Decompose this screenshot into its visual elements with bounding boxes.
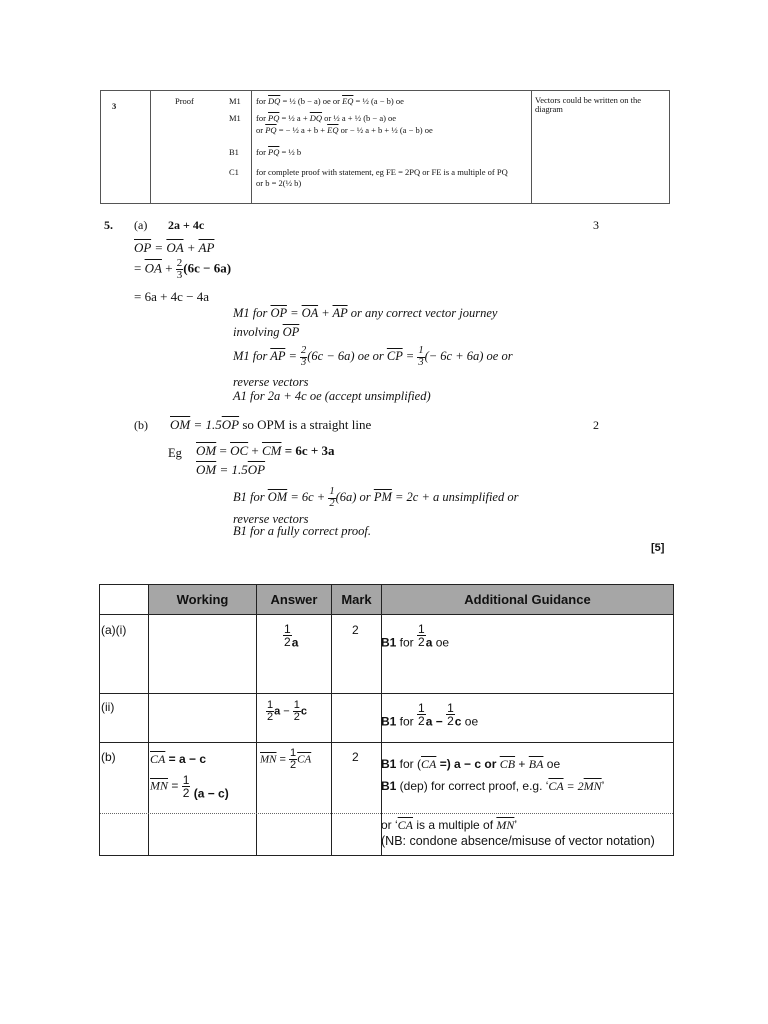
row-divider <box>100 693 673 694</box>
part-a-working-3: = 6a + 4c − 4a <box>134 289 210 304</box>
part-b-b1-criterion-1: B1 for $\overline{OM} = 6c$ + $\frac{1}{2}$ (6a) or $\overline{PM} = 2c + a$ unsimplified or <box>233 486 519 509</box>
header-answer: Answer <box>257 585 331 614</box>
part-b-working-2: $\overline{OM} = 1.5\overline{OP}$ <box>196 462 266 477</box>
guidance-a-i: B1 for $\frac{1}{2}$ a oe <box>381 622 450 650</box>
col-divider <box>331 585 332 855</box>
part-a-answer: 2a + 4c <box>168 218 205 232</box>
col-divider <box>150 91 151 203</box>
part-a-reverse-vectors: reverse vectors <box>233 375 309 389</box>
header-guidance: Additional Guidance <box>382 585 673 614</box>
b1-criterion: for $\overline{PQ}$ = ½ b <box>256 147 302 157</box>
part-b-marks: 2 <box>593 418 599 432</box>
row-label-a-i: (a)(i) <box>101 623 127 637</box>
answer-b: $\overline{MN}$ = $\frac{1}{2}$ $\overline{CA}$ <box>260 747 312 771</box>
working-b-2: $\overline{MN}$ = $\frac{1}{2}$ (a − c) <box>150 773 229 801</box>
m1-criterion-1: for $\overline{DQ}$ = ½ (b − a) oe or $\overline{EQ}$ = ½ (a − b) oe <box>256 96 404 106</box>
part-a-label: (a) <box>134 218 148 232</box>
mark-code: M1 <box>229 96 241 106</box>
c1-criterion-line1: for complete proof with statement, eg FE = 2PQ or FE is a multiple of PQ <box>256 167 508 177</box>
m1-criterion-2: for $\overline{PQ}$ = ½ $a + \overline{DQ}$ or ½ a + ½ (b − a) oe <box>256 113 397 123</box>
part-a-m1-criterion-1: M1 for $\overline{OP} = \overline{OA} + \overline{AP}$ or any correct vector journey <box>233 306 498 320</box>
part-b-label: (b) <box>134 418 148 432</box>
mark-b: 2 <box>352 750 359 764</box>
mark-code: B1 <box>229 147 239 157</box>
row-divider <box>100 813 673 814</box>
part-b-working-1: $\overline{OM} = \overline{OC} + \overline{CM} = 6c + 3a$ <box>196 443 335 458</box>
part-b-b1-criterion-2: B1 for a fully correct proof. <box>233 524 371 538</box>
part-a-m1-criterion-2: M1 for $\overline{AP}$ = $\frac{2}{3}$ (6c − 6a) oe or $\overline{CP}$ = $\frac{1}{3}$ (− 6c + 6a) oe or <box>233 345 513 368</box>
col-divider <box>251 91 252 203</box>
row-label-ii: (ii) <box>101 700 115 714</box>
answer-a-i: $\frac{1}{2}$ a <box>284 622 299 650</box>
col-divider <box>148 585 149 855</box>
part-a-m1-criterion-1b: involving $\overline{OP}$ <box>233 325 300 339</box>
question-5-number: 5. <box>104 218 113 232</box>
row-divider <box>100 614 673 615</box>
header-working: Working <box>149 585 256 614</box>
part-b-reverse-vectors: reverse vectors <box>233 512 309 526</box>
guidance-ii: B1 for $\frac{1}{2}$ a − $\frac{1}{2}$ c oe <box>381 701 479 729</box>
answer-ii: $\frac{1}{2}$ a − $\frac{1}{2}$ c <box>267 699 308 723</box>
total-marks: [5] <box>651 542 665 554</box>
section-label: Proof <box>175 96 194 106</box>
guidance-b-1: B1 for ($\overline{CA}$ =) a − c or $\overline{CB} + \overline{BA}$ oe <box>381 757 561 771</box>
part-a-marks: 3 <box>593 218 599 232</box>
example-label: Eg <box>168 446 182 460</box>
header-mark: Mark <box>332 585 381 614</box>
m1-criterion-3: or $\overline{PQ}$ = − ½ $a + b + \overline{EQ}$ or − ½ a + b + ½ (a − b) oe <box>256 125 433 135</box>
part-a-a1-criterion: A1 for 2a + 4c oe (accept unsimplified) <box>233 389 431 403</box>
row-divider <box>100 742 673 743</box>
guidance-note: Vectors could be written on the diagram <box>535 95 641 114</box>
part-b-statement: $\overline{OM} = 1.5\overline{OP}$ so OPM is a straight line <box>170 417 372 432</box>
col-divider <box>531 91 532 203</box>
row-label-b: (b) <box>101 750 116 764</box>
guidance-b-2: B1 (dep) for correct proof, e.g. ‘$\overline{CA} = 2\overline{MN}$’ <box>381 779 605 793</box>
mark-a-i: 2 <box>352 623 359 637</box>
mark-code: M1 <box>229 113 241 123</box>
table-header-row <box>100 585 673 614</box>
mark-code: C1 <box>229 167 239 177</box>
c1-criterion-line2: or b = 2(½ b) <box>256 178 302 188</box>
guidance-b-3: or ‘$\overline{CA}$ is a multiple of $\overline{MN}$’ <box>381 818 518 832</box>
guidance-b-4: (NB: condone absence/misuse of vector notation) <box>381 834 655 848</box>
col-divider <box>256 585 257 855</box>
part-a-working-2: = $\overline{OA}$ + $\frac{2}{3}$ (6c − 6a) <box>134 257 232 281</box>
working-b-1: $\overline{CA} = a - c$ <box>150 752 207 766</box>
question-number: 3 <box>112 101 117 111</box>
part-a-working-1: $\overline{OP} = \overline{OA} + \overline{AP}$ <box>134 240 215 255</box>
